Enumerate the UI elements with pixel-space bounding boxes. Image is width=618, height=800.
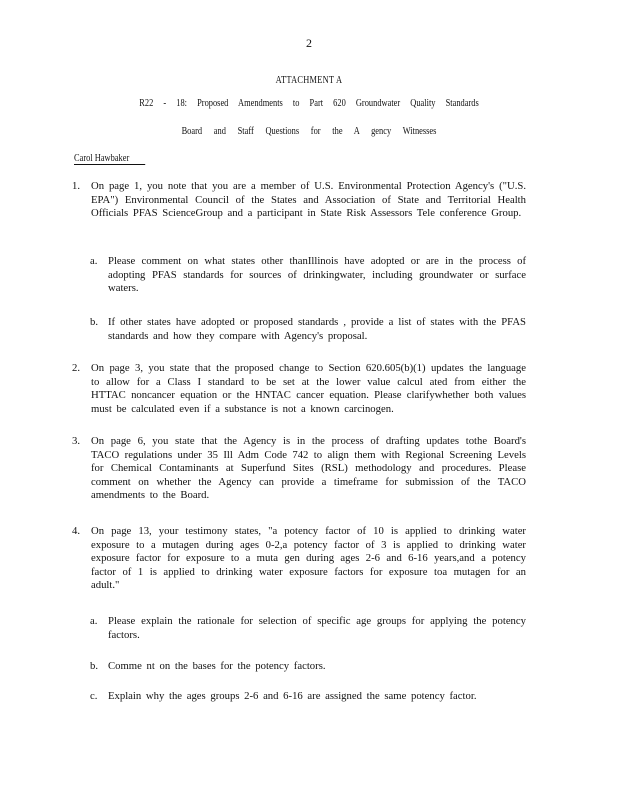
question-number: 2.: [72, 362, 81, 374]
question-4: [72, 525, 526, 593]
sub-question-letter: a.: [90, 615, 98, 627]
page-number: 2: [306, 36, 312, 50]
question-text: On page 13, your testimony states, "a potency factor of 10 is applied to drinking water exposure to a mutagen during ages 0-2,a potency factor of 3 is applied to drinking water exposure factor for exposure to a muta gen during ages 2-6 and 6-16 years,and a potency factor of 1 is applied to drinking water exposure factors for exposure toa mutagen for an adult.": [91, 525, 526, 592]
question-2: [72, 362, 526, 416]
sub-question-letter: b.: [90, 660, 99, 672]
question-4c: [90, 690, 526, 704]
sub-question-letter: c.: [90, 690, 98, 702]
sub-question-letter: b.: [90, 316, 99, 328]
question-1a: [90, 255, 526, 296]
sub-question-text: Explain why the ages groups 2-6 and 6-16 are assigned the same potency factor.: [108, 690, 477, 702]
question-3: [72, 435, 526, 503]
sub-question-letter: a.: [90, 255, 98, 267]
question-4a: [90, 615, 526, 642]
sub-question-text: Please comment on what states other thanIllinois have adopted or are in the process of adopting PFAS standards for sources of drinkingwater, including groundwater or surface waters.: [108, 255, 526, 295]
attachment-heading: ATTACHMENT A: [275, 75, 343, 86]
questions-subtitle: Board and Staff Questions for the A gency Witnesses: [181, 126, 437, 137]
rulemaking-title: R22 - 18: Proposed Amendments to Part 620 Groundwater Quality Standards: [139, 98, 479, 109]
question-1b: [90, 316, 526, 343]
sub-question-text: If other states have adopted or proposed standards , provide a list of states with the PFAS standards and how they compare with Agency's proposal.: [108, 316, 526, 342]
question-1: [72, 180, 526, 221]
question-number: 4.: [72, 525, 81, 537]
question-4b: [90, 660, 526, 674]
witness-name: Carol Hawbaker: [74, 153, 145, 165]
sub-question-text: Please explain the rationale for selection of specific age groups for applying the potency factors.: [108, 615, 526, 641]
question-text: On page 6, you state that the Agency is in the process of drafting updates tothe Board's TACO regulations under 35 Ill Adm Code 742 to align them with Regional Screening Levels for Chemical Contaminants at Superfund Sites (RSL) methodology and procedures. Please comment on whether the Agency can provide a timeframe for submission of the TACO amendments to the Board.: [91, 435, 526, 502]
question-number: 1.: [72, 180, 81, 192]
question-number: 3.: [72, 435, 81, 447]
question-text: On page 3, you state that the proposed change to Section 620.605(b)(1) updates the language to allow for a Class I standard to be set at the lower value calcul ated from either the HTTAC noncancer equation or the HNTAC cancer equation. Please clarifywhether both values must be calculated even if a substance is not a known carcinogen.: [91, 362, 526, 415]
sub-question-text: Comme nt on the bases for the potency factors.: [108, 660, 326, 672]
question-text: On page 1, you note that you are a member of U.S. Environmental Protection Agency's ("U.S. EPA") Environmental Council of the States and Association of State and Territorial Health Officials PFAS ScienceGroup and a participant in State Risk Assessors Tele conference Group.: [91, 180, 526, 220]
